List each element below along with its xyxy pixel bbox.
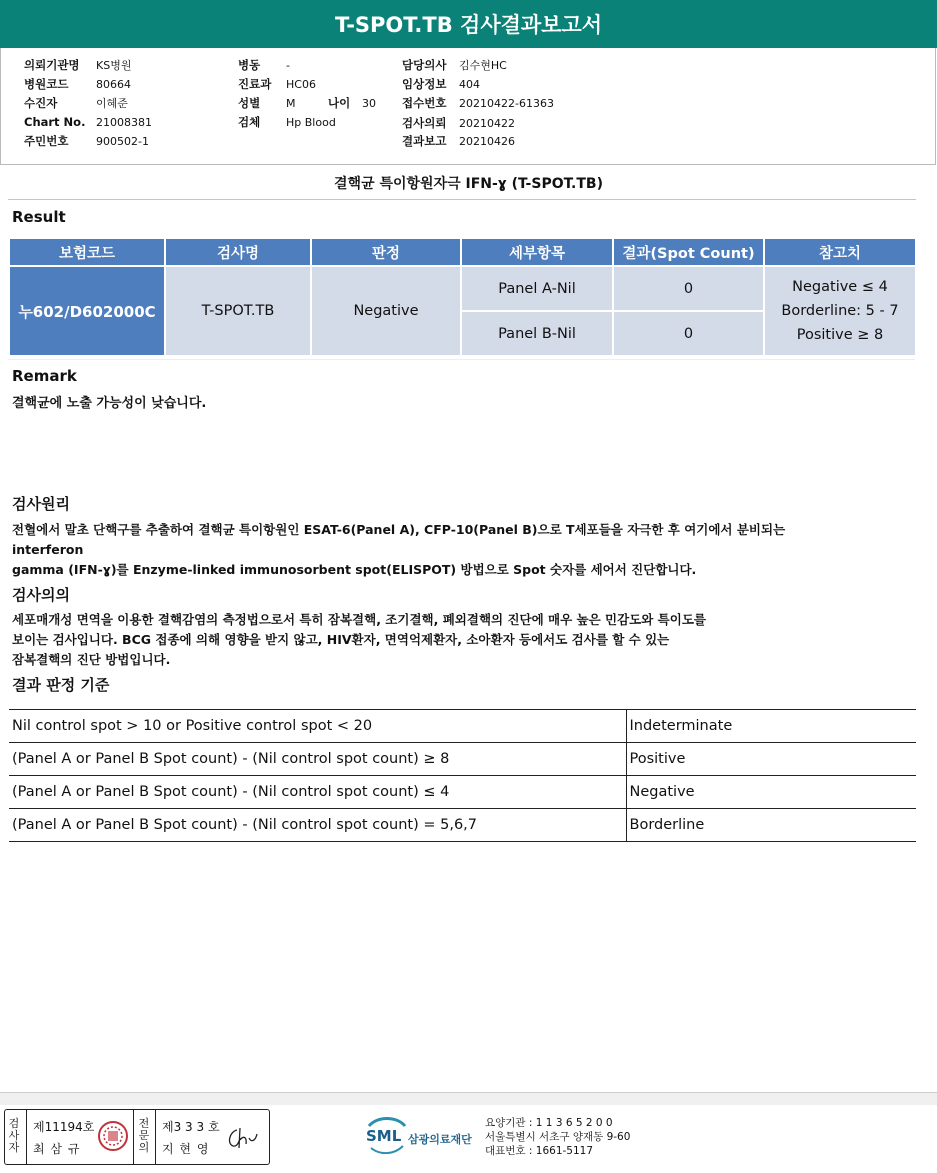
- col-judgement: 판정: [312, 239, 460, 265]
- principle-heading: 검사원리: [12, 495, 70, 513]
- insurance-code-cell: 누602/D602000C: [10, 267, 164, 355]
- table-row: [9, 776, 916, 809]
- col-detail-item: 세부항목: [462, 239, 612, 265]
- reference-positive: Positive ≥ 8: [796, 327, 884, 343]
- result-header-row: [10, 239, 915, 265]
- footer-divider: [0, 1092, 937, 1105]
- significance-text: [12, 610, 912, 670]
- spot-count-cell: 0: [614, 312, 763, 355]
- table-row: [9, 743, 916, 776]
- criteria-table: [9, 709, 916, 842]
- criteria-result: Indeterminate: [626, 710, 916, 743]
- col-insurance-code: 보험코드: [10, 239, 164, 265]
- result-heading: Result: [12, 208, 66, 226]
- info-department: 진료과 HC06: [238, 77, 316, 91]
- section-title: 결핵균 특이항원자극 IFN-ɣ (T-SPOT.TB): [334, 176, 603, 192]
- criteria-condition: (Panel A or Panel B Spot count) - (Nil control spot count) ≥ 8: [9, 743, 626, 776]
- reference-cell: [765, 267, 915, 355]
- info-hospital: 의뢰기관명 KS병원: [24, 58, 132, 72]
- principle-line: 전혈에서 말초 단핵구를 추출하여 결핵균 특이항원인 ESAT-6(Panel A), CFP-10(Panel B)으로 T세포들을 자극한 후 여기에서 분비되는: [12, 522, 786, 537]
- info-clinical: 임상정보 404: [402, 77, 480, 91]
- significance-line: 세포매개성 면역을 이용한 결핵감염의 측정법으로서 특히 잠복결핵, 조기결핵, 폐외결핵의 진단에 매우 높은 민감도와 특이도를: [12, 612, 706, 627]
- reviewer-name: 지 현 영: [162, 1142, 210, 1156]
- info-ward: 병동 -: [238, 58, 290, 72]
- info-report-date: 결과보고 20210426: [402, 134, 515, 148]
- result-table: [8, 237, 917, 357]
- lab-phone: 대표번호 : 1661-5117: [485, 1145, 594, 1157]
- table-row: [9, 710, 916, 743]
- principle-line: gamma (IFN-ɣ)를 Enzyme-linked immunosorbent spot(ELISPOT) 방법으로 Spot 숫자를 세어서 진단합니다.: [12, 562, 697, 577]
- info-resident-no: 주민번호 900502-1: [24, 134, 149, 148]
- reviewer-label: 전문의: [138, 1117, 150, 1154]
- lab-info: [485, 1116, 630, 1158]
- info-chart-no: Chart No. 21008381: [24, 115, 152, 129]
- principle-text: [12, 520, 912, 580]
- col-reference: 참고치: [765, 239, 915, 265]
- info-sex: 성별 M: [238, 96, 296, 110]
- col-test-name: 검사명: [166, 239, 310, 265]
- lab-code: 요양기관 : 1 1 3 6 5 2 0 0: [485, 1117, 613, 1129]
- info-hospital-code: 병원코드 80664: [24, 77, 131, 91]
- lab-name: 삼광의료재단: [408, 1133, 472, 1146]
- significance-line: 잠복결핵의 진단 방법입니다.: [12, 652, 171, 667]
- criteria-heading: 결과 판정 기준: [12, 676, 110, 694]
- info-receipt-no: 접수번호 20210422-61363: [402, 96, 554, 110]
- report-title: T-SPOT.TB 검사결과보고서: [0, 0, 937, 48]
- info-specimen: 검체 Hp Blood: [238, 115, 336, 129]
- lab-address: 서울특별시 서초구 양재동 9-60: [485, 1131, 631, 1143]
- remark-box: [8, 359, 915, 488]
- table-row: [9, 809, 916, 842]
- reviewer-license: 제3 3 3 호: [162, 1120, 220, 1134]
- detail-item-cell: Panel A-Nil: [462, 267, 612, 310]
- reference-borderline: Borderline: 5 - 7: [781, 303, 899, 319]
- test-name-cell: T-SPOT.TB: [166, 267, 310, 355]
- examiner-label: 검사자: [8, 1117, 20, 1154]
- table-row: [10, 267, 915, 310]
- examiner-name: 최 삼 규: [33, 1142, 81, 1156]
- col-spot-count: 결과(Spot Count): [614, 239, 763, 265]
- info-doctor: 담당의사 김수현HC: [402, 58, 507, 72]
- info-patient: 수진자 이혜준: [24, 96, 128, 110]
- criteria-result: Positive: [626, 743, 916, 776]
- remark-text: 결핵균에 노출 가능성이 낮습니다.: [12, 396, 207, 411]
- lab-logo-text: SML: [366, 1127, 402, 1145]
- info-age: 나이 30: [328, 96, 376, 110]
- judgement-cell: Negative: [312, 267, 460, 355]
- principle-line: interferon: [12, 542, 84, 557]
- detail-item-cell: Panel B-Nil: [462, 312, 612, 355]
- signature-icon: [225, 1124, 261, 1152]
- seal-stamp-icon: [97, 1120, 129, 1152]
- criteria-result: Borderline: [626, 809, 916, 842]
- remark-heading: Remark: [12, 367, 77, 385]
- info-request-date: 검사의뢰 20210422: [402, 116, 515, 130]
- examiner-license: 제11194호: [33, 1120, 95, 1134]
- patient-info-box: [0, 48, 936, 165]
- criteria-condition: (Panel A or Panel B Spot count) - (Nil control spot count) ≤ 4: [9, 776, 626, 809]
- criteria-condition: (Panel A or Panel B Spot count) - (Nil control spot count) = 5,6,7: [9, 809, 626, 842]
- section-divider: [8, 199, 916, 200]
- criteria-condition: Nil control spot > 10 or Positive control spot < 20: [9, 710, 626, 743]
- reference-negative: Negative ≤ 4: [792, 279, 888, 295]
- criteria-result: Negative: [626, 776, 916, 809]
- significance-line: 보이는 검사입니다. BCG 접종에 의해 영향을 받지 않고, HIV환자, 면역억제환자, 소아환자 등에서도 검사를 할 수 있는: [12, 632, 670, 647]
- spot-count-cell: 0: [614, 267, 763, 310]
- significance-heading: 검사의의: [12, 586, 70, 604]
- signature-box: [4, 1109, 270, 1165]
